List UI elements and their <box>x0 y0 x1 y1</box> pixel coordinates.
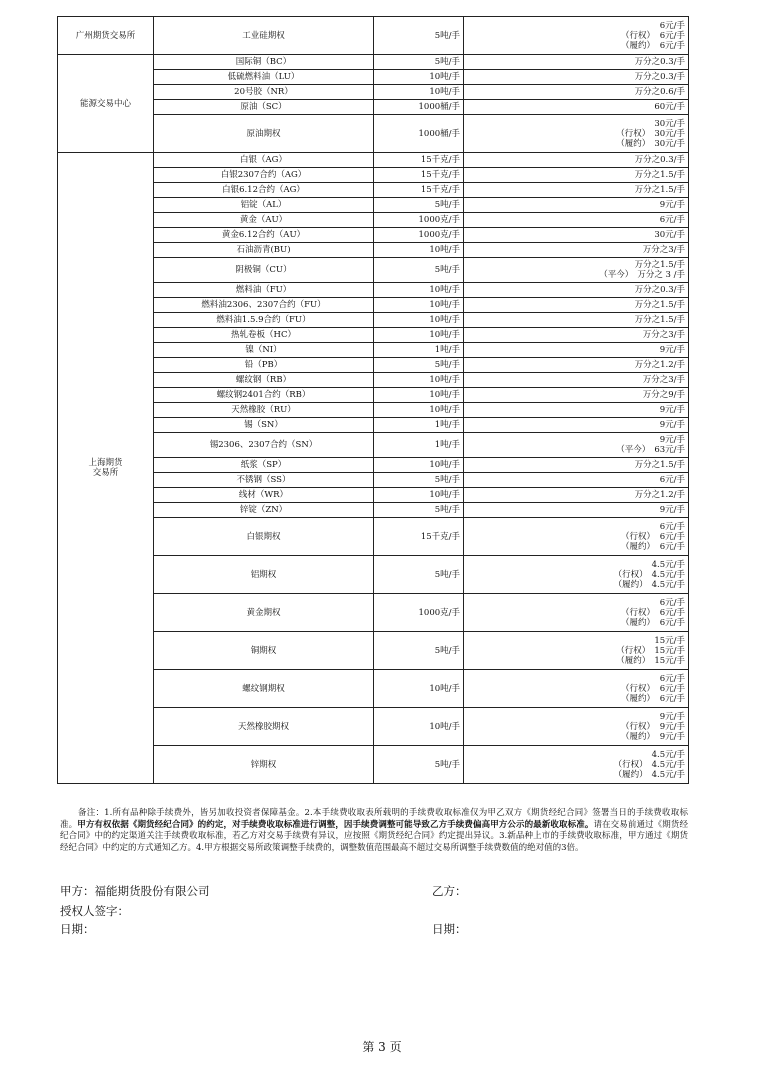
fee-line <box>467 230 685 240</box>
fee-value: 4.5元/手 <box>651 569 685 580</box>
fee-line <box>467 200 685 210</box>
fee-label <box>467 360 635 370</box>
fee-line <box>467 129 685 139</box>
fee-value: 4.5元/手 <box>651 769 685 780</box>
fee-value: 9元/手 <box>659 505 685 515</box>
product-name: 锌期权 <box>154 746 374 784</box>
fee-cell <box>464 488 689 503</box>
fee-value: 15元/手 <box>654 635 685 646</box>
fee-line <box>467 712 685 722</box>
fee-value: 万分之1.5/手 <box>634 460 685 470</box>
fee-line <box>467 435 685 445</box>
contract-unit: 1000克/手 <box>374 594 464 632</box>
fee-value: 6元/手 <box>659 541 685 552</box>
fee-line <box>467 170 685 180</box>
fee-line <box>467 375 685 385</box>
fee-line <box>467 87 685 97</box>
fee-value: 万分之0.3/手 <box>634 285 685 295</box>
product-name: 白银6.12合约（AG） <box>154 183 374 198</box>
fee-value: 6元/手 <box>659 693 685 704</box>
fee-cell <box>464 403 689 418</box>
notes-part2: 请在交易前通过《期货经纪合同》中的约定渠道关注手续费收取标准，若乙方对交易手续费有异议，应按照《期货经纪合同》约定提出异议。3.新品种上市的手续费收取标准，甲方通过《期货经纪合同》中约定的方式通知乙方。4.甲方根据交易所政策调整手续费的，调整数值范围最高不超过交易所调整手续费数值的绝对值的3倍。 <box>60 819 688 853</box>
product-name: 白银2307合约（AG） <box>154 168 374 183</box>
fee-cell <box>464 100 689 115</box>
fee-value: 9元/手 <box>659 731 685 742</box>
fee-cell <box>464 343 689 358</box>
fee-line <box>467 580 685 590</box>
table-row <box>58 17 689 55</box>
contract-unit: 1吨/手 <box>374 343 464 358</box>
fee-line <box>467 405 685 415</box>
fee-value: 30元/手 <box>654 128 685 139</box>
fee-label <box>467 420 659 430</box>
fee-value: 63元/手 <box>654 445 685 455</box>
fee-line <box>467 285 685 295</box>
contract-unit: 10吨/手 <box>374 313 464 328</box>
fee-line <box>467 57 685 67</box>
fee-cell <box>464 228 689 243</box>
fee-cell <box>464 213 689 228</box>
fee-line <box>467 656 685 666</box>
fee-line <box>467 215 685 225</box>
contract-unit: 15千克/手 <box>374 153 464 168</box>
fee-value: 万分之0.3/手 <box>634 155 685 165</box>
product-name: 螺纹钢2401合约（RB） <box>154 388 374 403</box>
fee-table <box>57 16 689 784</box>
fee-cell <box>464 458 689 473</box>
fee-value: 9元/手 <box>659 420 685 430</box>
fee-label: （履约） <box>620 731 655 742</box>
fee-cell <box>464 473 689 488</box>
fee-line <box>467 245 685 255</box>
fee-value: 万分之3/手 <box>642 245 685 255</box>
exchange-name: 广州期货交易所 <box>58 17 154 55</box>
fee-line <box>467 300 685 310</box>
fee-label <box>467 57 635 67</box>
fee-cell <box>464 298 689 313</box>
fee-value: 万分之1.5/手 <box>634 170 685 180</box>
product-name: 原油（SC） <box>154 100 374 115</box>
fee-line <box>467 646 685 656</box>
fee-value: 万分之3/手 <box>642 330 685 340</box>
fee-value: 万分之1.5/手 <box>634 185 685 195</box>
fee-cell <box>464 518 689 556</box>
fee-cell <box>464 168 689 183</box>
fee-value: 6元/手 <box>659 597 685 608</box>
fee-value: 6元/手 <box>659 30 685 41</box>
contract-unit: 5吨/手 <box>374 17 464 55</box>
product-name: 工业硅期权 <box>154 17 374 55</box>
fee-label <box>467 155 635 165</box>
fee-value: 4.5元/手 <box>651 559 685 570</box>
fee-line <box>467 490 685 500</box>
fee-value: 30元/手 <box>654 230 685 240</box>
fee-value: 万分之3/手 <box>642 375 685 385</box>
party-a: 甲方：福能期货股份有限公司 <box>60 884 210 898</box>
authorized-signature: 授权人签字： <box>60 904 129 918</box>
product-name: 铝锭（AL） <box>154 198 374 213</box>
fee-line <box>467 770 685 780</box>
contract-unit: 10吨/手 <box>374 670 464 708</box>
product-name: 锌锭（ZN） <box>154 503 374 518</box>
fee-value: 9元/手 <box>659 405 685 415</box>
fee-value: 9元/手 <box>659 200 685 210</box>
product-name: 国际铜（BC） <box>154 55 374 70</box>
fee-cell <box>464 183 689 198</box>
fee-value: 6元/手 <box>659 607 685 618</box>
fee-cell <box>464 313 689 328</box>
fee-value: 万分之1.2/手 <box>634 360 685 370</box>
fee-cell <box>464 358 689 373</box>
notes-bold: 甲方有权依据《期货经纪合同》的约定，对手续费收取标准进行调整，因手续费调整可能导致乙方手续费偏高甲方公示的最新收取标准。 <box>77 819 594 830</box>
exchange-name: 上海期货 交易所 <box>58 153 154 784</box>
fee-cell <box>464 258 689 283</box>
fee-line <box>467 420 685 430</box>
fee-label: （履约） <box>616 655 651 666</box>
fee-value: 万分之1.5/手 <box>634 315 685 325</box>
fee-label <box>467 460 635 470</box>
fee-line <box>467 570 685 580</box>
contract-unit: 10吨/手 <box>374 708 464 746</box>
fee-cell <box>464 55 689 70</box>
contract-unit: 15千克/手 <box>374 183 464 198</box>
fee-value: 9元/手 <box>659 721 685 732</box>
fee-line <box>467 21 685 31</box>
product-name: 黄金期权 <box>154 594 374 632</box>
product-name: 阴极铜（CU） <box>154 258 374 283</box>
contract-unit: 10吨/手 <box>374 243 464 258</box>
fee-label <box>467 102 654 112</box>
fee-value: 4.5元/手 <box>651 759 685 770</box>
fee-value: 9元/手 <box>659 435 685 445</box>
fee-label: （行权） <box>616 128 651 139</box>
date-a: 日期： <box>60 922 95 936</box>
contract-unit: 15千克/手 <box>374 168 464 183</box>
product-name: 20号胶（NR） <box>154 85 374 100</box>
fee-label <box>467 598 659 608</box>
fee-line <box>467 542 685 552</box>
fee-label: （行权） <box>613 759 648 770</box>
fee-label <box>467 215 659 225</box>
contract-unit: 1000桶/手 <box>374 115 464 153</box>
contract-unit: 10吨/手 <box>374 388 464 403</box>
product-name: 燃料油1.5.9合约（FU） <box>154 313 374 328</box>
fee-label: （行权） <box>620 30 655 41</box>
fee-label <box>467 72 635 82</box>
product-name: 热轧卷板（HC） <box>154 328 374 343</box>
fee-value: 60元/手 <box>654 102 685 112</box>
fee-value: 15元/手 <box>654 645 685 656</box>
fee-line <box>467 732 685 742</box>
contract-unit: 5吨/手 <box>374 632 464 670</box>
fee-line <box>467 41 685 51</box>
exchange-name: 能源交易中心 <box>58 55 154 153</box>
fee-label <box>467 435 659 445</box>
fee-label: （履约） <box>620 617 655 628</box>
contract-unit: 1000克/手 <box>374 228 464 243</box>
fee-label <box>467 505 659 515</box>
fee-cell <box>464 708 689 746</box>
fee-label <box>467 285 635 295</box>
fee-value: 万分之0.3/手 <box>634 72 685 82</box>
fee-line <box>467 185 685 195</box>
fee-value: 6元/手 <box>659 617 685 628</box>
fee-line <box>467 618 685 628</box>
fee-label <box>467 560 652 570</box>
contract-unit: 15千克/手 <box>374 518 464 556</box>
contract-unit: 10吨/手 <box>374 373 464 388</box>
product-name: 镍（NI） <box>154 343 374 358</box>
fee-value: 万分之 3 /手 <box>637 270 685 280</box>
fee-label <box>467 375 643 385</box>
fee-label <box>467 750 652 760</box>
fee-label <box>467 712 659 722</box>
fee-label <box>467 315 635 325</box>
fee-label <box>467 345 659 355</box>
fee-label: （履约） <box>616 138 651 149</box>
fee-label <box>467 390 643 400</box>
fee-label: （行权） <box>620 531 655 542</box>
contract-unit: 1000克/手 <box>374 213 464 228</box>
product-name: 锡（SN） <box>154 418 374 433</box>
contract-unit: 1000桶/手 <box>374 100 464 115</box>
fee-label <box>467 185 635 195</box>
fee-line <box>467 750 685 760</box>
fee-line <box>467 475 685 485</box>
fee-line <box>467 270 685 280</box>
fee-cell <box>464 115 689 153</box>
fee-line <box>467 390 685 400</box>
fee-cell <box>464 746 689 784</box>
product-name: 螺纹钢期权 <box>154 670 374 708</box>
fee-cell <box>464 433 689 458</box>
fee-value: 15元/手 <box>654 655 685 666</box>
product-name: 黄金6.12合约（AU） <box>154 228 374 243</box>
fee-line <box>467 760 685 770</box>
fee-line <box>467 345 685 355</box>
contract-unit: 10吨/手 <box>374 488 464 503</box>
fee-label: （履约） <box>613 769 648 780</box>
fee-line <box>467 31 685 41</box>
contract-unit: 1吨/手 <box>374 418 464 433</box>
fee-cell <box>464 70 689 85</box>
fee-label <box>467 200 659 210</box>
fee-label: （履约） <box>613 579 648 590</box>
fee-value: 万分之1.5/手 <box>634 300 685 310</box>
fee-value: 6元/手 <box>659 215 685 225</box>
contract-unit: 10吨/手 <box>374 85 464 100</box>
fee-label <box>467 21 659 31</box>
fee-value: 4.5元/手 <box>651 579 685 590</box>
fee-cell <box>464 328 689 343</box>
fee-line <box>467 155 685 165</box>
fee-label <box>467 230 654 240</box>
fee-cell <box>464 17 689 55</box>
fee-value: 9元/手 <box>659 345 685 355</box>
contract-unit: 5吨/手 <box>374 746 464 784</box>
fee-cell <box>464 594 689 632</box>
fee-line <box>467 608 685 618</box>
fee-label: （行权） <box>616 645 651 656</box>
fee-line <box>467 360 685 370</box>
fee-line <box>467 560 685 570</box>
fee-value: 6元/手 <box>659 673 685 684</box>
product-name: 燃料油2306、2307合约（FU） <box>154 298 374 313</box>
fee-value: 6元/手 <box>659 683 685 694</box>
product-name: 锡2306、2307合约（SN） <box>154 433 374 458</box>
contract-unit: 10吨/手 <box>374 328 464 343</box>
product-name: 天然橡胶（RU） <box>154 403 374 418</box>
contract-unit: 10吨/手 <box>374 458 464 473</box>
contract-unit: 5吨/手 <box>374 358 464 373</box>
fee-line <box>467 636 685 646</box>
contract-unit: 5吨/手 <box>374 503 464 518</box>
contract-unit: 5吨/手 <box>374 258 464 283</box>
notes-part1: 备注：1.所有品种除手续费外，皆另加收投资者保障基金。2.本手续费收取表所载明的手续费收取标准仅为甲乙双方《期货经纪合同》签署当日的手续费收取标准。 <box>60 808 688 830</box>
fee-line <box>467 260 685 270</box>
product-name: 白银（AG） <box>154 153 374 168</box>
fee-label <box>467 245 643 255</box>
fee-label: （行权） <box>620 721 655 732</box>
fee-label: （行权） <box>620 607 655 618</box>
fee-cell <box>464 503 689 518</box>
table-row <box>58 153 689 168</box>
fee-label <box>467 119 654 129</box>
fee-line <box>467 330 685 340</box>
fee-cell <box>464 198 689 213</box>
fee-label <box>467 674 659 684</box>
notes <box>60 808 688 854</box>
fee-label: （行权） <box>613 569 648 580</box>
fee-line <box>467 598 685 608</box>
fee-line <box>467 102 685 112</box>
fee-line <box>467 445 685 455</box>
fee-label: （平今） <box>616 445 651 455</box>
fee-label <box>467 300 635 310</box>
fee-value: 万分之0.3/手 <box>634 57 685 67</box>
contract-unit: 10吨/手 <box>374 298 464 313</box>
fee-cell <box>464 283 689 298</box>
fee-value: 万分之1.2/手 <box>634 490 685 500</box>
fee-cell <box>464 418 689 433</box>
fee-label <box>467 330 643 340</box>
product-name: 铜期权 <box>154 632 374 670</box>
fee-line <box>467 684 685 694</box>
contract-unit: 10吨/手 <box>374 403 464 418</box>
contract-unit: 5吨/手 <box>374 198 464 213</box>
date-b: 日期： <box>432 922 467 936</box>
fee-cell <box>464 85 689 100</box>
fee-line <box>467 315 685 325</box>
fee-label: （行权） <box>620 683 655 694</box>
fee-label <box>467 475 659 485</box>
product-name: 纸浆（SP） <box>154 458 374 473</box>
product-name: 燃料油（FU） <box>154 283 374 298</box>
fee-cell <box>464 373 689 388</box>
fee-line <box>467 722 685 732</box>
fee-value: 6元/手 <box>659 521 685 532</box>
contract-unit: 10吨/手 <box>374 70 464 85</box>
fee-value: 万分之1.5/手 <box>634 260 685 270</box>
fee-line <box>467 139 685 149</box>
fee-line <box>467 532 685 542</box>
product-name: 铅（PB） <box>154 358 374 373</box>
fee-label <box>467 260 635 270</box>
fee-label: （履约） <box>620 693 655 704</box>
fee-value: 30元/手 <box>654 118 685 129</box>
fee-value: 6元/手 <box>659 531 685 542</box>
product-name: 低硫燃料油（LU） <box>154 70 374 85</box>
page-number: 第 3 页 <box>362 1040 402 1054</box>
fee-cell <box>464 670 689 708</box>
contract-unit: 5吨/手 <box>374 55 464 70</box>
fee-label: （履约） <box>620 40 655 51</box>
fee-line <box>467 674 685 684</box>
product-name: 白银期权 <box>154 518 374 556</box>
fee-line <box>467 522 685 532</box>
fee-label <box>467 636 654 646</box>
product-name: 螺纹钢（RB） <box>154 373 374 388</box>
fee-label <box>467 522 659 532</box>
fee-value: 9元/手 <box>659 711 685 722</box>
product-name: 不锈钢（SS） <box>154 473 374 488</box>
fee-cell <box>464 556 689 594</box>
fee-line <box>467 72 685 82</box>
fee-cell <box>464 153 689 168</box>
contract-unit: 5吨/手 <box>374 556 464 594</box>
fee-cell <box>464 632 689 670</box>
fee-value: 万分之0.6/手 <box>634 87 685 97</box>
fee-line <box>467 119 685 129</box>
contract-unit: 1吨/手 <box>374 433 464 458</box>
fee-line <box>467 460 685 470</box>
fee-label <box>467 490 635 500</box>
fee-value: 万分之9/手 <box>642 390 685 400</box>
fee-cell <box>464 243 689 258</box>
product-name: 铝期权 <box>154 556 374 594</box>
contract-unit: 10吨/手 <box>374 283 464 298</box>
fee-label: （履约） <box>620 541 655 552</box>
fee-value: 4.5元/手 <box>651 749 685 760</box>
fee-label <box>467 87 635 97</box>
fee-value: 6元/手 <box>659 20 685 31</box>
contract-unit: 5吨/手 <box>374 473 464 488</box>
product-name: 天然橡胶期权 <box>154 708 374 746</box>
fee-label <box>467 405 659 415</box>
fee-line <box>467 694 685 704</box>
party-b: 乙方： <box>432 884 467 898</box>
fee-value: 6元/手 <box>659 40 685 51</box>
fee-label: （平今） <box>599 270 634 280</box>
fee-line <box>467 505 685 515</box>
fee-value: 30元/手 <box>654 138 685 149</box>
product-name: 原油期权 <box>154 115 374 153</box>
fee-value: 6元/手 <box>659 475 685 485</box>
product-name: 黄金（AU） <box>154 213 374 228</box>
fee-label <box>467 170 635 180</box>
product-name: 线材（WR） <box>154 488 374 503</box>
fee-cell <box>464 388 689 403</box>
product-name: 石油沥青(BU) <box>154 243 374 258</box>
table-row <box>58 55 689 70</box>
